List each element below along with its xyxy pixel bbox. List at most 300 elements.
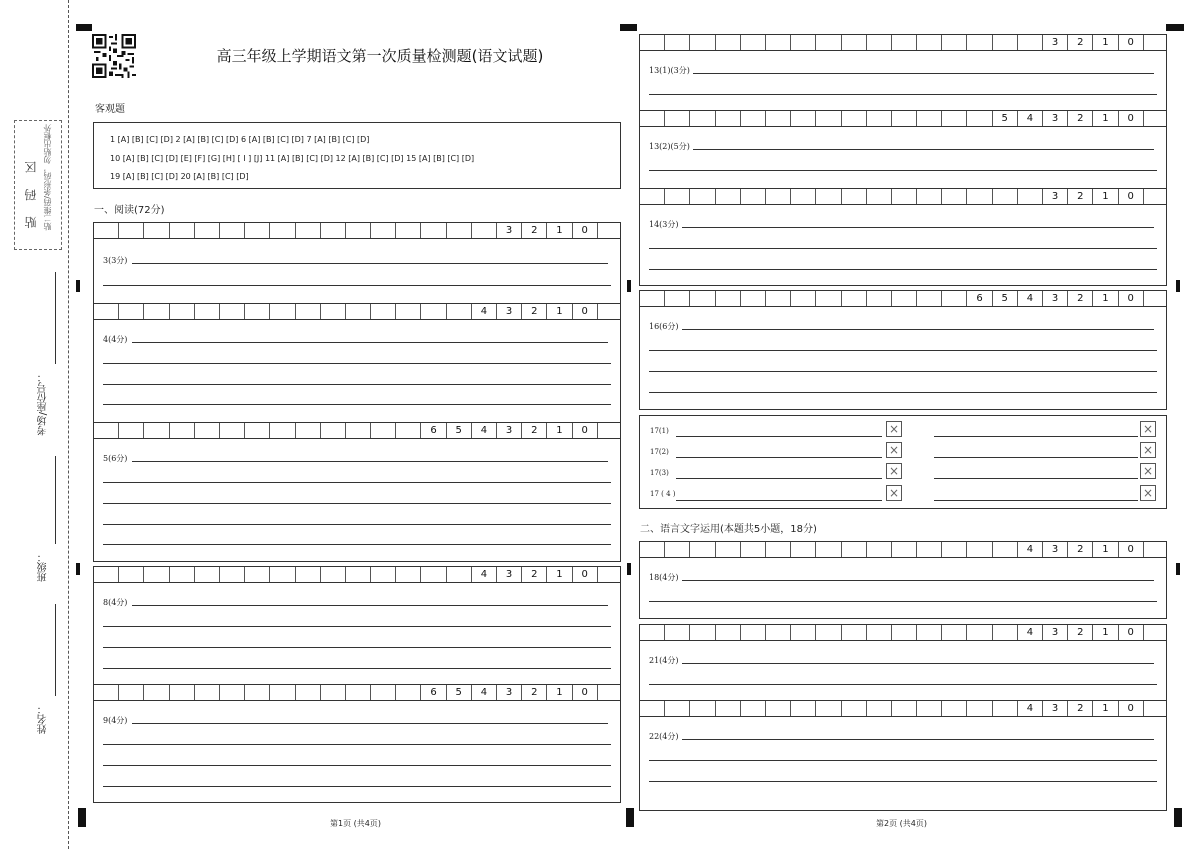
score-cell[interactable] (942, 625, 967, 640)
score-cell[interactable] (716, 542, 741, 557)
score-cell[interactable] (690, 542, 715, 557)
score-option[interactable]: 3 (497, 567, 522, 582)
score-cell[interactable] (195, 685, 220, 700)
score-option[interactable]: 1 (547, 567, 572, 582)
score-cell[interactable] (598, 685, 620, 700)
score-cell[interactable] (1018, 189, 1043, 204)
score-option[interactable]: 3 (1043, 189, 1068, 204)
score-cell[interactable] (967, 701, 992, 716)
score-cell[interactable] (917, 625, 942, 640)
score-option[interactable]: 5 (993, 291, 1018, 306)
score-option[interactable]: 0 (1119, 701, 1144, 716)
score-cell[interactable] (94, 423, 119, 438)
score-cell[interactable] (791, 701, 816, 716)
score-cell[interactable] (220, 304, 245, 319)
score-cell[interactable] (842, 625, 867, 640)
score-cell[interactable] (321, 304, 346, 319)
answer-line[interactable] (934, 457, 1138, 458)
score-cell[interactable] (170, 304, 195, 319)
score-cell[interactable] (766, 291, 791, 306)
score-cell[interactable] (892, 111, 917, 126)
score-option[interactable]: 2 (1068, 35, 1093, 50)
answer-line[interactable] (132, 723, 608, 724)
score-cell[interactable] (816, 35, 841, 50)
answer-line[interactable] (693, 73, 1154, 74)
score-option[interactable]: 3 (497, 223, 522, 238)
score-cell[interactable] (396, 304, 421, 319)
score-cell[interactable] (942, 542, 967, 557)
score-option[interactable]: 6 (421, 685, 446, 700)
score-cell[interactable] (296, 685, 321, 700)
score-cell[interactable] (195, 304, 220, 319)
score-cell[interactable] (665, 542, 690, 557)
score-cell[interactable] (942, 111, 967, 126)
score-option[interactable]: 5 (993, 111, 1018, 126)
score-cell[interactable] (421, 223, 446, 238)
answer-line[interactable] (103, 744, 611, 745)
answer-line[interactable] (649, 94, 1157, 95)
score-option[interactable]: 0 (573, 567, 598, 582)
cancel-mark-icon[interactable]: × (886, 463, 902, 479)
score-cell[interactable] (716, 291, 741, 306)
score-cell[interactable] (270, 567, 295, 582)
score-cell[interactable] (195, 223, 220, 238)
score-option[interactable]: 3 (1043, 111, 1068, 126)
score-cell[interactable] (296, 304, 321, 319)
score-cell[interactable] (690, 701, 715, 716)
score-cell[interactable] (867, 35, 892, 50)
answer-line[interactable] (103, 404, 611, 405)
score-cell[interactable] (967, 625, 992, 640)
score-option[interactable]: 0 (1119, 111, 1144, 126)
score-option[interactable]: 2 (1068, 701, 1093, 716)
answer-line[interactable] (103, 647, 611, 648)
score-cell[interactable] (917, 189, 942, 204)
score-cell[interactable] (245, 423, 270, 438)
score-cell[interactable] (766, 111, 791, 126)
score-cell[interactable] (1144, 291, 1166, 306)
score-cell[interactable] (867, 542, 892, 557)
score-option[interactable]: 2 (522, 685, 547, 700)
score-cell[interactable] (371, 685, 396, 700)
score-cell[interactable] (741, 189, 766, 204)
score-option[interactable]: 1 (1093, 625, 1118, 640)
answer-line[interactable] (680, 580, 1154, 581)
score-cell[interactable] (665, 625, 690, 640)
score-cell[interactable] (791, 35, 816, 50)
score-option[interactable]: 5 (447, 423, 472, 438)
score-cell[interactable] (766, 189, 791, 204)
cancel-mark-icon[interactable]: × (1140, 485, 1156, 501)
score-cell[interactable] (917, 35, 942, 50)
answer-line[interactable] (103, 363, 611, 364)
score-option[interactable]: 1 (1093, 701, 1118, 716)
score-option[interactable]: 2 (1068, 189, 1093, 204)
score-cell[interactable] (447, 567, 472, 582)
score-cell[interactable] (119, 223, 144, 238)
score-cell[interactable] (1144, 111, 1166, 126)
score-cell[interactable] (220, 423, 245, 438)
score-cell[interactable] (917, 291, 942, 306)
answer-line[interactable] (649, 170, 1157, 171)
score-cell[interactable] (816, 542, 841, 557)
score-cell[interactable] (1144, 542, 1166, 557)
answer-line[interactable] (676, 478, 882, 479)
answer-line[interactable] (676, 457, 882, 458)
answer-line[interactable] (649, 684, 1157, 685)
score-cell[interactable] (942, 701, 967, 716)
score-cell[interactable] (371, 304, 396, 319)
score-cell[interactable] (690, 291, 715, 306)
answer-line[interactable] (132, 461, 608, 462)
score-cell[interactable] (791, 291, 816, 306)
score-option[interactable]: 6 (967, 291, 992, 306)
answer-line[interactable] (680, 739, 1154, 740)
answer-line[interactable] (649, 781, 1157, 782)
score-cell[interactable] (346, 223, 371, 238)
score-cell[interactable] (867, 625, 892, 640)
score-option[interactable]: 5 (447, 685, 472, 700)
answer-line[interactable] (103, 285, 611, 286)
score-cell[interactable] (816, 291, 841, 306)
score-cell[interactable] (640, 291, 665, 306)
score-cell[interactable] (690, 189, 715, 204)
score-cell[interactable] (716, 189, 741, 204)
answer-line[interactable] (103, 503, 611, 504)
answer-line[interactable] (934, 436, 1138, 437)
score-cell[interactable] (170, 685, 195, 700)
score-cell[interactable] (346, 304, 371, 319)
answer-line[interactable] (103, 786, 611, 787)
score-cell[interactable] (1018, 35, 1043, 50)
score-cell[interactable] (245, 685, 270, 700)
score-cell[interactable] (993, 701, 1018, 716)
score-option[interactable]: 3 (497, 304, 522, 319)
score-option[interactable]: 2 (1068, 291, 1093, 306)
score-option[interactable]: 0 (573, 685, 598, 700)
score-option[interactable]: 1 (547, 685, 572, 700)
score-cell[interactable] (942, 291, 967, 306)
score-cell[interactable] (892, 35, 917, 50)
score-cell[interactable] (640, 625, 665, 640)
score-cell[interactable] (296, 223, 321, 238)
score-option[interactable]: 2 (522, 223, 547, 238)
score-option[interactable]: 4 (1018, 625, 1043, 640)
score-cell[interactable] (892, 291, 917, 306)
score-cell[interactable] (967, 542, 992, 557)
answer-line[interactable] (649, 601, 1157, 602)
score-cell[interactable] (842, 291, 867, 306)
score-cell[interactable] (741, 291, 766, 306)
score-option[interactable]: 4 (1018, 291, 1043, 306)
score-option[interactable]: 3 (497, 423, 522, 438)
answer-line[interactable] (649, 248, 1157, 249)
score-cell[interactable] (640, 542, 665, 557)
answer-line[interactable] (934, 478, 1138, 479)
cancel-mark-icon[interactable]: × (886, 485, 902, 501)
score-cell[interactable] (741, 542, 766, 557)
score-option[interactable]: 1 (1093, 189, 1118, 204)
score-cell[interactable] (94, 685, 119, 700)
score-cell[interactable] (665, 291, 690, 306)
score-cell[interactable] (245, 304, 270, 319)
score-cell[interactable] (766, 625, 791, 640)
score-cell[interactable] (867, 111, 892, 126)
answer-line[interactable] (649, 350, 1157, 351)
score-cell[interactable] (421, 567, 446, 582)
score-cell[interactable] (716, 35, 741, 50)
score-cell[interactable] (993, 189, 1018, 204)
cancel-mark-icon[interactable]: × (886, 421, 902, 437)
score-cell[interactable] (665, 111, 690, 126)
score-cell[interactable] (640, 701, 665, 716)
score-option[interactable]: 2 (522, 567, 547, 582)
score-option[interactable]: 3 (1043, 701, 1068, 716)
answer-line[interactable] (103, 482, 611, 483)
score-option[interactable]: 0 (573, 223, 598, 238)
score-option[interactable]: 0 (573, 304, 598, 319)
score-cell[interactable] (842, 189, 867, 204)
score-cell[interactable] (741, 701, 766, 716)
score-cell[interactable] (993, 625, 1018, 640)
score-cell[interactable] (766, 701, 791, 716)
score-cell[interactable] (396, 223, 421, 238)
score-cell[interactable] (791, 542, 816, 557)
score-cell[interactable] (447, 304, 472, 319)
score-option[interactable]: 4 (1018, 111, 1043, 126)
score-option[interactable]: 1 (1093, 35, 1118, 50)
score-option[interactable]: 4 (472, 304, 497, 319)
score-option[interactable]: 3 (1043, 291, 1068, 306)
score-cell[interactable] (296, 423, 321, 438)
score-cell[interactable] (396, 423, 421, 438)
score-option[interactable]: 1 (547, 223, 572, 238)
answer-line[interactable] (103, 524, 611, 525)
score-cell[interactable] (144, 685, 169, 700)
score-cell[interactable] (993, 35, 1018, 50)
score-option[interactable]: 4 (1018, 542, 1043, 557)
score-cell[interactable] (766, 35, 791, 50)
score-option[interactable]: 1 (1093, 542, 1118, 557)
score-cell[interactable] (245, 567, 270, 582)
score-cell[interactable] (94, 304, 119, 319)
answer-line[interactable] (649, 392, 1157, 393)
score-cell[interactable] (472, 223, 497, 238)
score-cell[interactable] (421, 304, 446, 319)
score-option[interactable]: 4 (472, 567, 497, 582)
score-option[interactable]: 2 (1068, 542, 1093, 557)
answer-line[interactable] (934, 500, 1138, 501)
score-option[interactable]: 3 (1043, 542, 1068, 557)
score-cell[interactable] (690, 35, 715, 50)
score-cell[interactable] (791, 625, 816, 640)
score-cell[interactable] (220, 685, 245, 700)
answer-line[interactable] (676, 436, 882, 437)
answer-line[interactable] (103, 544, 611, 545)
score-cell[interactable] (371, 223, 396, 238)
score-cell[interactable] (766, 542, 791, 557)
score-cell[interactable] (270, 423, 295, 438)
score-cell[interactable] (967, 111, 992, 126)
score-cell[interactable] (842, 701, 867, 716)
score-cell[interactable] (942, 35, 967, 50)
score-cell[interactable] (892, 189, 917, 204)
score-option[interactable]: 6 (421, 423, 446, 438)
score-cell[interactable] (598, 304, 620, 319)
score-cell[interactable] (892, 625, 917, 640)
score-cell[interactable] (993, 542, 1018, 557)
score-cell[interactable] (346, 423, 371, 438)
score-option[interactable]: 2 (522, 423, 547, 438)
answer-line[interactable] (693, 149, 1154, 150)
score-cell[interactable] (245, 223, 270, 238)
score-option[interactable]: 1 (547, 423, 572, 438)
score-option[interactable]: 0 (573, 423, 598, 438)
answer-line[interactable] (132, 342, 608, 343)
score-cell[interactable] (842, 542, 867, 557)
score-cell[interactable] (447, 223, 472, 238)
score-cell[interactable] (716, 625, 741, 640)
score-cell[interactable] (1144, 35, 1166, 50)
score-cell[interactable] (170, 567, 195, 582)
score-cell[interactable] (371, 567, 396, 582)
score-cell[interactable] (917, 111, 942, 126)
cancel-mark-icon[interactable]: × (1140, 463, 1156, 479)
score-cell[interactable] (842, 111, 867, 126)
score-option[interactable]: 4 (1018, 701, 1043, 716)
answer-line[interactable] (132, 263, 608, 264)
score-option[interactable]: 0 (1119, 625, 1144, 640)
score-option[interactable]: 1 (547, 304, 572, 319)
score-cell[interactable] (119, 685, 144, 700)
score-cell[interactable] (867, 291, 892, 306)
score-cell[interactable] (371, 423, 396, 438)
score-cell[interactable] (892, 542, 917, 557)
score-cell[interactable] (741, 111, 766, 126)
score-option[interactable]: 3 (1043, 625, 1068, 640)
answer-line[interactable] (103, 384, 611, 385)
score-option[interactable]: 2 (1068, 625, 1093, 640)
answer-line[interactable] (132, 605, 608, 606)
score-cell[interactable] (396, 567, 421, 582)
score-cell[interactable] (321, 423, 346, 438)
score-cell[interactable] (640, 189, 665, 204)
score-cell[interactable] (144, 423, 169, 438)
score-cell[interactable] (1144, 189, 1166, 204)
score-option[interactable]: 4 (472, 685, 497, 700)
score-cell[interactable] (816, 701, 841, 716)
score-cell[interactable] (665, 35, 690, 50)
score-cell[interactable] (640, 35, 665, 50)
answer-line[interactable] (103, 626, 611, 627)
score-cell[interactable] (321, 567, 346, 582)
objective-row[interactable]: 10 [A] [B] [C] [D] [E] [F] [G] [H] [ I ] [J] 11 [A] [B] [C] [D] 12 [A] [B] [C] [D] 15 [A] [B] [C] [D] (110, 153, 475, 163)
objective-row[interactable]: 19 [A] [B] [C] [D] 20 [A] [B] [C] [D] (110, 172, 249, 181)
score-cell[interactable] (716, 701, 741, 716)
score-cell[interactable] (94, 223, 119, 238)
score-cell[interactable] (967, 35, 992, 50)
score-cell[interactable] (816, 189, 841, 204)
score-cell[interactable] (1144, 625, 1166, 640)
score-cell[interactable] (220, 567, 245, 582)
score-cell[interactable] (598, 423, 620, 438)
score-option[interactable]: 0 (1119, 291, 1144, 306)
score-cell[interactable] (741, 625, 766, 640)
score-cell[interactable] (1144, 701, 1166, 716)
score-cell[interactable] (892, 701, 917, 716)
score-cell[interactable] (741, 35, 766, 50)
score-cell[interactable] (170, 223, 195, 238)
score-cell[interactable] (716, 111, 741, 126)
score-cell[interactable] (346, 685, 371, 700)
score-option[interactable]: 4 (472, 423, 497, 438)
score-option[interactable]: 0 (1119, 542, 1144, 557)
score-option[interactable]: 0 (1119, 189, 1144, 204)
score-cell[interactable] (144, 304, 169, 319)
score-cell[interactable] (791, 189, 816, 204)
score-option[interactable]: 1 (1093, 111, 1118, 126)
score-cell[interactable] (640, 111, 665, 126)
answer-line[interactable] (680, 663, 1154, 664)
answer-line[interactable] (680, 227, 1154, 228)
score-cell[interactable] (94, 567, 119, 582)
score-option[interactable]: 2 (1068, 111, 1093, 126)
score-cell[interactable] (690, 111, 715, 126)
score-cell[interactable] (816, 111, 841, 126)
score-option[interactable]: 3 (497, 685, 522, 700)
score-option[interactable]: 2 (522, 304, 547, 319)
score-cell[interactable] (396, 685, 421, 700)
cancel-mark-icon[interactable]: × (886, 442, 902, 458)
score-cell[interactable] (296, 567, 321, 582)
score-cell[interactable] (867, 189, 892, 204)
answer-line[interactable] (649, 371, 1157, 372)
score-cell[interactable] (270, 304, 295, 319)
score-cell[interactable] (665, 701, 690, 716)
score-cell[interactable] (195, 567, 220, 582)
score-cell[interactable] (665, 189, 690, 204)
score-option[interactable]: 3 (1043, 35, 1068, 50)
score-cell[interactable] (598, 223, 620, 238)
score-cell[interactable] (917, 542, 942, 557)
score-cell[interactable] (119, 423, 144, 438)
score-cell[interactable] (917, 701, 942, 716)
answer-line[interactable] (676, 500, 882, 501)
score-cell[interactable] (321, 685, 346, 700)
score-cell[interactable] (690, 625, 715, 640)
score-cell[interactable] (270, 223, 295, 238)
answer-line[interactable] (649, 760, 1157, 761)
answer-line[interactable] (680, 329, 1154, 330)
score-cell[interactable] (119, 304, 144, 319)
objective-row[interactable]: 1 [A] [B] [C] [D] 2 [A] [B] [C] [D] 6 [A] [B] [C] [D] 7 [A] [B] [C] [D] (110, 135, 370, 144)
score-cell[interactable] (346, 567, 371, 582)
score-option[interactable]: 1 (1093, 291, 1118, 306)
score-cell[interactable] (220, 223, 245, 238)
answer-line[interactable] (649, 269, 1157, 270)
score-cell[interactable] (791, 111, 816, 126)
answer-line[interactable] (103, 668, 611, 669)
score-cell[interactable] (842, 35, 867, 50)
score-cell[interactable] (144, 223, 169, 238)
score-option[interactable]: 0 (1119, 35, 1144, 50)
score-cell[interactable] (942, 189, 967, 204)
score-cell[interactable] (144, 567, 169, 582)
score-cell[interactable] (170, 423, 195, 438)
answer-line[interactable] (103, 765, 611, 766)
score-cell[interactable] (195, 423, 220, 438)
score-cell[interactable] (321, 223, 346, 238)
